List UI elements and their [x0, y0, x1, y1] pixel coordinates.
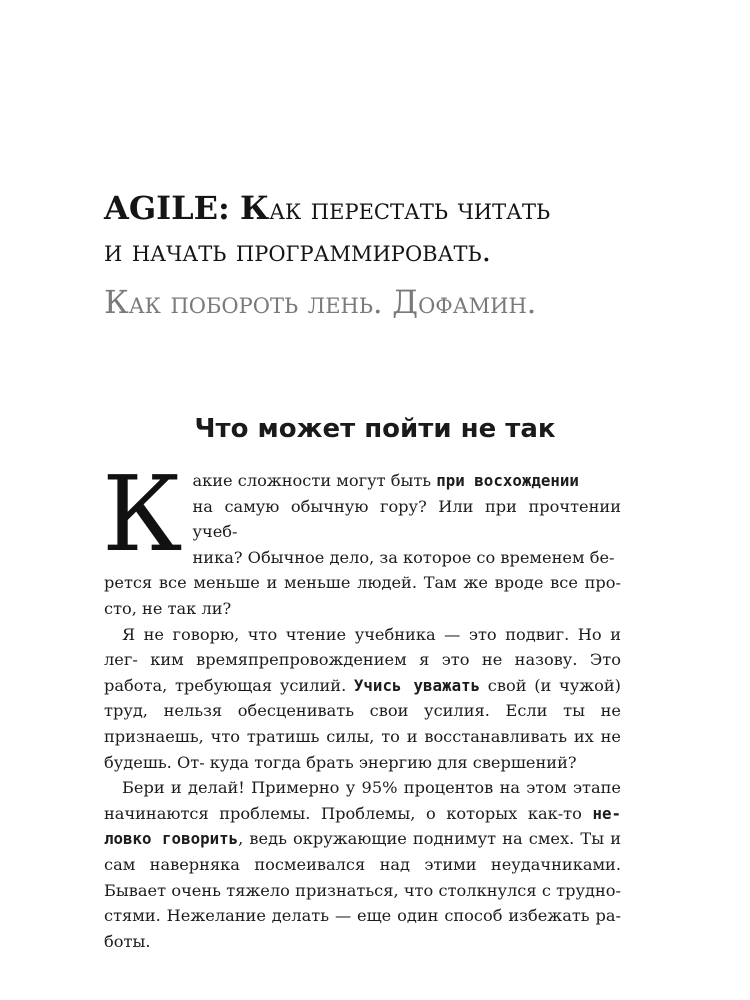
- emphasis-text: при восхождении: [436, 471, 579, 490]
- body-text: [102, 453, 622, 954]
- chapter-title-line-1: AGILE: Как перестать читать: [104, 189, 551, 227]
- paragraph-1: К акие сложности могут быть при восхождении на самую обычную гору? Или при прочтении учеб- ника? Обычное дело, за которое со временем бе- рется все меньше и меньше людей. Там же вроде все про- сто, не так ли?: [102, 453, 621, 618]
- chapter-title: [104, 188, 704, 324]
- chapter-title-line-2: и начать программировать.: [104, 234, 492, 269]
- drop-cap: К: [102, 453, 183, 575]
- paragraph-2: Я не говорю, что чтение учебника — это подвиг. Но и лег- ким времяпрепровождением я это не назову. Это работа, требующая усилий. Учись уважать свой (и чужой) труд, нельзя обесценивать свои усилия. Если ты не признаешь, что тратишь силы, то и восстанавливать их не будешь. От- куда тогда брать энергию для свершений?: [104, 624, 621, 772]
- emphasis-text: не- ловко говорить: [104, 803, 621, 849]
- emphasis-text: Учись уважать: [353, 675, 481, 695]
- section-title: Что может пойти не так: [194, 414, 556, 444]
- chapter-subtitle: Как побороть лень. Дофамин.: [104, 283, 537, 321]
- paragraph-3: Бери и делай! Примерно у 95% процентов на этом этапе начинаются проблемы. Проблемы, о которых как-то не- ловко говорить, ведь окружающие поднимут на смех. Ты и сам наверняка посмеивался над этими неудачниками. Бывает очень тяжело признаться, что столкнулся с трудно- стями. Нежелание делать — еще один способ избежать ра- боты.: [104, 778, 622, 951]
